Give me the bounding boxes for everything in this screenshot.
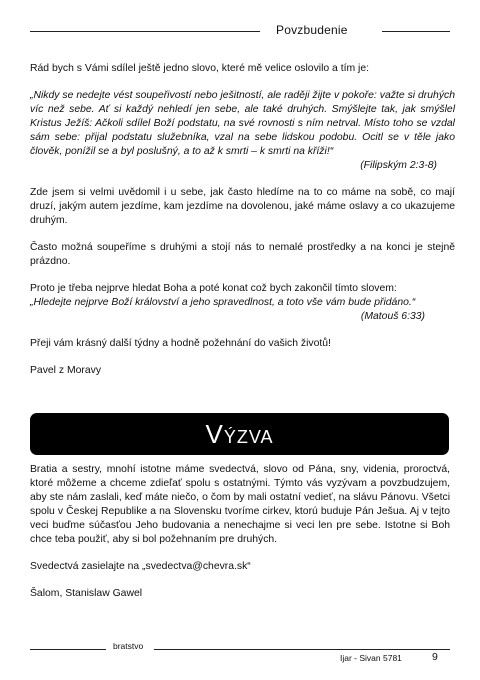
- author-signature: Pavel z Moravy: [30, 365, 102, 376]
- section-title: Povzbudenie: [276, 23, 348, 37]
- quote-reference: (Matouš 6:33): [360, 311, 425, 322]
- bible-quote: „Hledejte nejprve Boží království a jeho spravedlnost, a toto vše vám bude přidáno.“: [30, 297, 416, 308]
- section-banner: [30, 413, 449, 455]
- footer-publication: bratstvo: [113, 641, 144, 651]
- article-body: [30, 62, 455, 378]
- paragraph: Bratia a sestry, mnohí istotne máme svedectvá, slovo od Pána, sny, videnia, proroctvá, ktoré môžeme a chceme zdieľať spolu s ostatnými. Týmto vás vyzývam a povzbudzujem, aby ste nám zaslali, keď máte niečo, o čom by mali ostatní vedieť, na slávu Pánovu. Všetci spolu v Českej Republike a na Slovensku tvoríme cirkev, ktorú buduje Pán Ješua. Aj v tejto veci buďme súčasťou Jeho budovania a nenechajme si veci len pre sebe. Istotne si Boh chce teba použiť, aby si bol požehnaním pre druhých.: [30, 464, 450, 545]
- paragraph: Proto je třeba nejprve hledat Boha a poté konat což bych zakončil tímto slovem:: [30, 283, 397, 294]
- closing-wish: Přeji vám krásný další týdny a hodně požehnání do vašich životů!: [30, 338, 331, 349]
- footer-issue: Ijar - Sivan 5781: [340, 653, 402, 663]
- header-rule-right: [382, 31, 450, 32]
- author-signature: Šalom, Stanislaw Gawel: [30, 588, 143, 599]
- banner-title: Výzva: [205, 418, 274, 449]
- page-number: 9: [432, 651, 438, 663]
- bible-quote: „Nikdy se nedejte vést soupeřivostí nebo ješitností, ale raději žijte v pokoře: važte si druhých víc než sebe. Ať si každý nehledí jen sebe, ale také druhých. Smýšlejte tak, jak smýšlel Kristus Ježíš: Ačkoli sdílel Boží podstatu, na své rovnosti s ním netrval. Místo toho se vzdal sám sebe: přijal podstatu služebníka, vzal na sebe lidskou podobu. Ocitl se v těle jako člověk, ponížil se a byl poslušný, a to až k smrti – k smrti na kříži!“: [30, 90, 455, 157]
- footer-rule-left: [30, 649, 106, 650]
- intro-paragraph: Rád bych s Vámi sdílel ještě jedno slovo, které mě velice oslovilo a tím je:: [30, 63, 369, 74]
- article-body: [30, 463, 450, 601]
- paragraph: Často možná soupeříme s druhými a stojí nás to nemalé prostředky a na konci je stejně prázdno.: [30, 242, 455, 267]
- paragraph: Svedectvá zasielajte na „svedectva@chevra.sk“: [30, 561, 251, 572]
- footer-rule-right: [154, 649, 450, 650]
- header-rule-left: [30, 31, 260, 32]
- paragraph: Zde jsem si velmi uvědomil i u sebe, jak často hledíme na to co máme na sobě, co mají druzí, jakým autem jezdíme, kam jezdíme na dovolenou, jaké máme oslavy a co ukazujeme druhým.: [30, 187, 455, 226]
- quote-reference: (Filipským 2:3-8): [360, 160, 437, 171]
